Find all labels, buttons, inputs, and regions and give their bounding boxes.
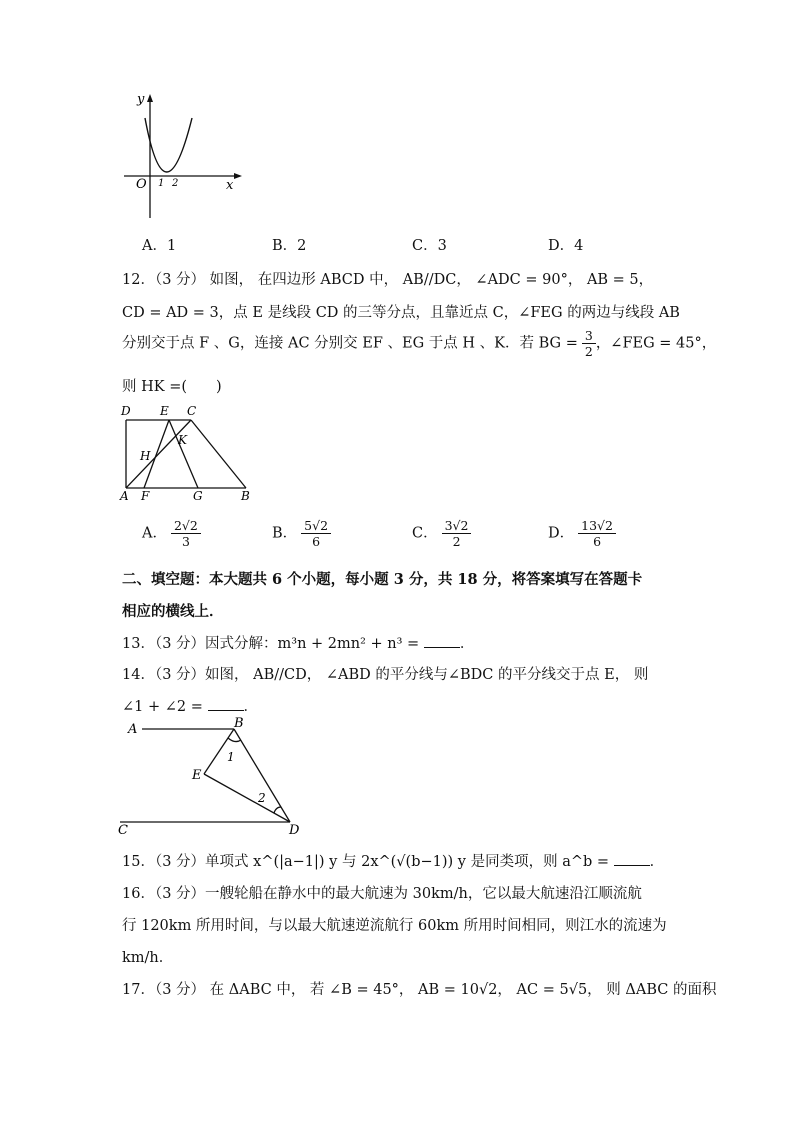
label-C: C xyxy=(118,823,128,838)
segment-BD xyxy=(234,729,290,822)
label-F: F xyxy=(141,489,150,503)
q16-line-2: 行 120km 所用时间，与以最大航速逆流航行 60km 所用时间相同，则江水的流速为 xyxy=(122,918,667,934)
label-E: E xyxy=(160,404,169,418)
x-axis-label: x xyxy=(226,178,234,193)
y-axis-label: y xyxy=(137,92,145,107)
q11-option-a: A．1 xyxy=(142,238,177,254)
label-A: A xyxy=(120,489,129,503)
angle-2-arc xyxy=(274,807,281,813)
q12-line-2: CD = AD = 3，点 E 是线段 CD 的三等分点，且靠近点 C，∠FEG 的两边与线段 AB xyxy=(122,305,680,321)
q12-line-4: 则 HK =( ) xyxy=(122,379,222,395)
section-2-heading-line-1: 二、填空题：本大题共 6 个小题，每小题 3 分，共 18 分，将答案填写在答题卡 xyxy=(122,571,643,588)
origin-label: O xyxy=(136,177,147,192)
q16-line-1: 16．（3 分）一艘轮船在静水中的最大航速为 30km/h，它以最大航速沿江顺流航 xyxy=(122,886,642,902)
q16-line-3: km/h． xyxy=(122,950,174,966)
q12-line-3-pre: 分别交于点 F 、G，连接 AC 分别交 EF 、EG 于点 H 、K．若 BG = xyxy=(122,335,578,352)
q11-option-d: D．4 xyxy=(548,238,584,254)
segment-CB xyxy=(191,420,246,488)
angle-2-label: 2 xyxy=(258,791,266,805)
label-D: D xyxy=(121,404,131,418)
tick-2-label: 2 xyxy=(172,178,179,189)
q11-option-b: B．2 xyxy=(272,238,307,254)
segment-ED xyxy=(204,774,290,822)
q12-option-c: C． $\frac{3√2}{2}$ xyxy=(412,518,471,549)
label-A: A xyxy=(128,722,138,737)
x-axis-arrow xyxy=(234,173,242,179)
q15-text: 15．（3 分）单项式 x^(|a−1|) y 与 2x^(√(b−1)) y 是同类项，则 a^b = ． xyxy=(122,854,665,870)
label-E: E xyxy=(192,768,202,783)
parabola-graph xyxy=(118,88,248,223)
segment-AC xyxy=(126,420,191,488)
parallel-lines-figure xyxy=(112,713,312,838)
label-H: H xyxy=(140,449,151,463)
q13-text: 13．（3 分）因式分解：m³n + 2mn² + n³ = ． xyxy=(122,636,475,652)
y-axis-arrow xyxy=(147,94,153,102)
tick-1-label: 1 xyxy=(158,178,165,189)
q12-line-3-post: ，∠FEG = 45°， xyxy=(595,335,717,352)
q12-line-1: 12．（3 分） 如图， 在四边形 ABCD 中， AB//DC， ∠ADC = 90°， AB = 5， xyxy=(122,272,654,288)
angle-1-label: 1 xyxy=(227,750,235,764)
parabola-curve xyxy=(145,118,192,172)
segment-EG xyxy=(169,420,198,488)
q13-answer-blank[interactable] xyxy=(424,635,460,648)
section-2-heading-line-2: 相应的横线上． xyxy=(122,603,224,620)
label-D: D xyxy=(289,823,300,838)
q11-option-c: C．3 xyxy=(412,238,447,254)
q14-answer-blank[interactable] xyxy=(208,698,244,711)
label-K: K xyxy=(178,433,187,447)
trapezoid-figure xyxy=(112,400,272,505)
q17-line-1: 17．（3 分） 在 ΔABC 中， 若 ∠B = 45°， AB = 10√2， AC = 5√5， 则 ΔABC 的面积 xyxy=(122,982,717,998)
q12-line-3 xyxy=(122,328,716,359)
q14-line-1: 14．（3 分）如图， AB//CD， ∠ABD 的平分线与∠BDC 的平分线交于点 E， 则 xyxy=(122,667,649,683)
label-B: B xyxy=(234,716,244,731)
label-G: G xyxy=(193,489,203,503)
q12-option-d: D． $\frac{13√2}{6}$ xyxy=(548,518,616,549)
q12-option-a: A． $\frac{2√2}{3}$ xyxy=(142,518,201,549)
q14-line-2: ∠1 + ∠2 = ． xyxy=(122,699,258,715)
label-C: C xyxy=(187,404,197,418)
q15-answer-blank[interactable] xyxy=(614,853,650,866)
bg-fraction: $\frac{3}{2}$ xyxy=(582,328,596,359)
label-B: B xyxy=(241,489,250,503)
q12-option-b: B． $\frac{5√2}{6}$ xyxy=(272,518,331,549)
